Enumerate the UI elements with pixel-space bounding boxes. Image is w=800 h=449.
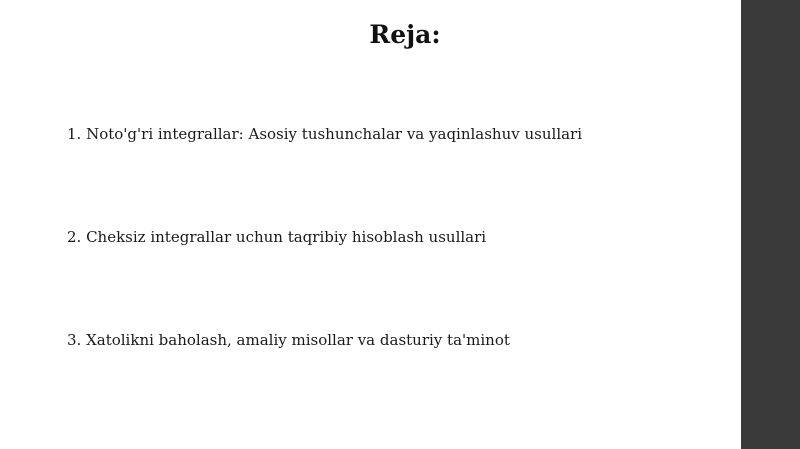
slide-title: Reja: xyxy=(369,20,441,49)
plan-item-1: 1. Noto'g'ri integrallar: Asosiy tushunchalar va yaqinlashuv usullari xyxy=(67,125,583,143)
plan-item-3: 3. Xatolikni baholash, amaliy misollar va dasturiy ta'minot xyxy=(67,331,510,349)
side-panel xyxy=(741,0,800,449)
plan-item-2: 2. Cheksiz integrallar uchun taqribiy hisoblash usullari xyxy=(67,228,487,246)
